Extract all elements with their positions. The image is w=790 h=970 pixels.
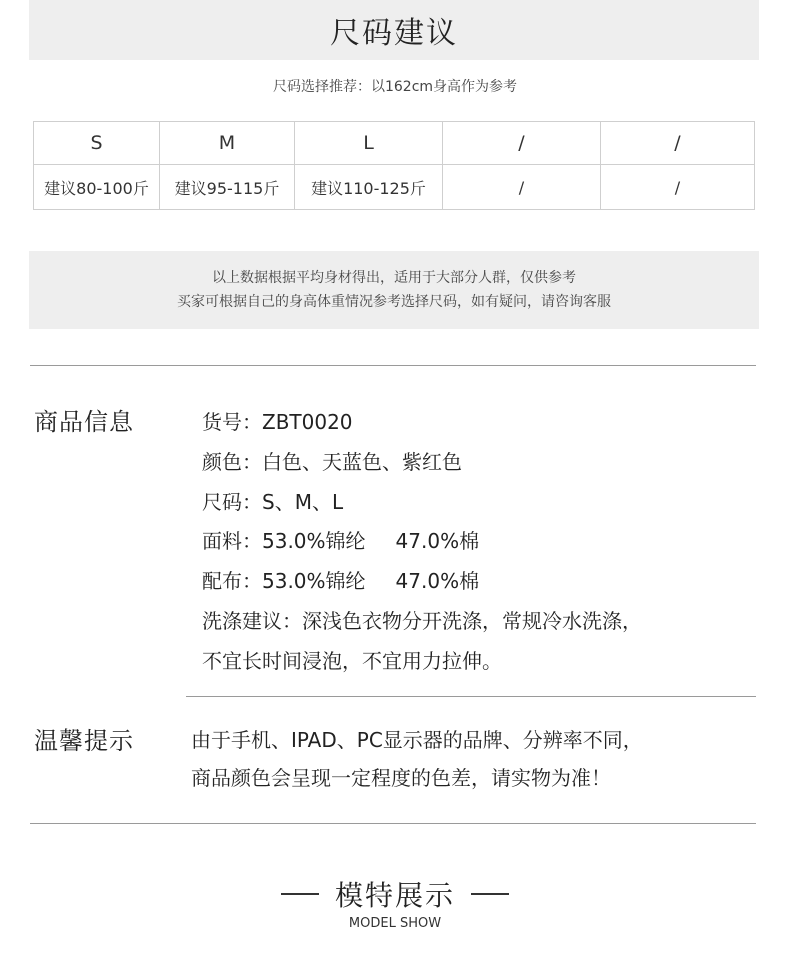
divider bbox=[30, 823, 756, 824]
size-value-cell: / bbox=[601, 165, 755, 210]
size-value-cell: 建议110-125斤 bbox=[295, 165, 443, 210]
size-header-cell: / bbox=[443, 122, 601, 165]
dash-right bbox=[471, 893, 509, 895]
size-header-cell: S bbox=[34, 122, 160, 165]
colors-line: 颜色：白色、天蓝色、紫红色 bbox=[202, 450, 462, 474]
fabric-primary: 面料：53.0%锦纶 bbox=[202, 529, 366, 553]
divider bbox=[186, 696, 756, 697]
size-note-line: 买家可根据自己的身高体重情况参考选择尺码，如有疑问，请咨询客服 bbox=[177, 294, 611, 310]
size-note-line: 以上数据根据平均身材得出，适用于大部分人群，仅供参考 bbox=[212, 270, 576, 286]
size-header-cell: / bbox=[601, 122, 755, 165]
size-recommendation-subtitle: 尺码选择推荐：以162cm身高作为参考 bbox=[272, 79, 518, 95]
tips-line-1: 由于手机、IPAD、PC显示器的品牌、分辨率不同， bbox=[191, 728, 643, 752]
size-table-value-row bbox=[34, 165, 755, 210]
model-show-title: 模特展示 bbox=[334, 879, 455, 912]
size-value-cell: 建议80-100斤 bbox=[34, 165, 160, 210]
size-section-title: 尺码建议 bbox=[330, 16, 458, 51]
size-table-header-row bbox=[34, 122, 755, 165]
dash-left bbox=[281, 893, 319, 895]
size-value-cell: / bbox=[443, 165, 601, 210]
wash-line-1: 洗涤建议：深浅色衣物分开洗涤，常规冷水洗涤， bbox=[202, 609, 642, 633]
size-header-cell: L bbox=[295, 122, 443, 165]
sizes-line: 尺码：S、M、L bbox=[202, 490, 344, 514]
lining-line bbox=[202, 565, 479, 594]
divider bbox=[30, 365, 756, 366]
lining-primary: 配布：53.0%锦纶 bbox=[202, 569, 366, 593]
fabric-line bbox=[202, 525, 479, 554]
product-info-label: 商品信息 bbox=[34, 408, 134, 436]
model-show-heading bbox=[0, 874, 790, 914]
size-section-title-band bbox=[29, 0, 759, 60]
fabric-secondary: 47.0%棉 bbox=[395, 529, 480, 553]
size-header-cell: M bbox=[160, 122, 295, 165]
tips-label: 温馨提示 bbox=[34, 727, 134, 755]
lining-secondary: 47.0%棉 bbox=[395, 569, 480, 593]
tips-line-2: 商品颜色会呈现一定程度的色差，请实物为准！ bbox=[191, 766, 611, 790]
model-show-subtitle: MODEL SHOW bbox=[348, 916, 442, 931]
sku-line: 货号：ZBT0020 bbox=[202, 410, 353, 434]
wash-line-2: 不宜长时间浸泡，不宜用力拉伸。 bbox=[202, 649, 502, 673]
size-note-band bbox=[29, 251, 759, 329]
size-table bbox=[33, 121, 755, 210]
size-value-cell: 建议95-115斤 bbox=[160, 165, 295, 210]
